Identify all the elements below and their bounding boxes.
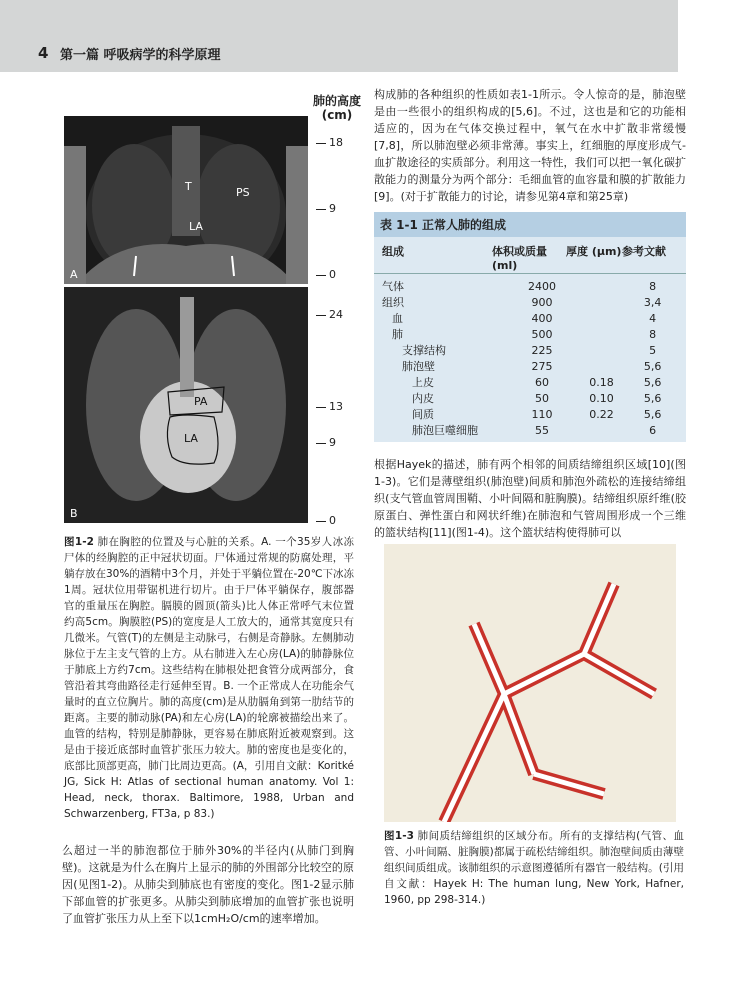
cell-name: 间质	[412, 408, 434, 421]
cell-thickness	[576, 310, 628, 326]
caption-text-1-3: 肺间质结缔组织的区域分布。所有的支撑结构(气管、血管、小叶间隔、脏胸膜)都属于疏松结缔组织。肺泡壁间质由薄壁组织间质组成。该肺组织的示意图遵循所有器官一般结构。(引用自文献：Hayek H: The human lung, New York, Hafner, 1960, pp 298-314.)	[384, 830, 684, 906]
running-title: 第一篇 呼吸病学的科学原理	[60, 48, 221, 63]
scale-tick: 24	[316, 308, 343, 321]
cell-reference: 4	[649, 311, 657, 325]
cell-thickness	[576, 358, 628, 374]
right-body-paragraph-1: 构成肺的各种组织的性质如表1-1所示。令人惊奇的是，肺泡壁是由一些很小的组织构成的[5,6]。不过，这也是和它的功能相适应的，因为在气体交换过程中，氧气在水中扩散非常缓慢[7,8]，所以肺泡壁必须非常薄。事实上，红细胞的厚度形成气-血扩散途径的实质部分。利用这一特性，我们可以把一氧化碳扩散能力的测量分为两个部分：毛细血管的血容量和膜的扩散能力[9]。(对于扩散能力的讨论，请参见第4章和第25章)	[374, 88, 686, 203]
cell-name: 肺	[392, 328, 403, 341]
table-row	[382, 342, 678, 358]
cell-thickness	[576, 326, 628, 342]
scale-title: 肺的高度 (cm)	[312, 94, 361, 122]
table-header	[374, 237, 686, 274]
cell-name: 上皮	[412, 376, 434, 389]
cell-name: 内皮	[412, 392, 434, 405]
scale-tick: 9	[316, 436, 336, 449]
header-tab	[678, 0, 750, 72]
cell-name: 肺泡壁	[402, 360, 435, 373]
panel-label-a: A	[70, 268, 78, 281]
cell-thickness	[576, 422, 628, 438]
cell-reference: 8	[649, 279, 657, 293]
col-header-thickness: 厚度 (μm)	[566, 245, 622, 258]
page-number: 4	[38, 44, 49, 62]
cell-thickness	[576, 294, 628, 310]
cell-reference: 5,6	[643, 391, 662, 405]
figure-1-2b-image	[64, 287, 308, 523]
cell-thickness: 0.22	[589, 407, 614, 421]
cell-reference: 6	[649, 423, 657, 437]
cell-volume: 500	[531, 327, 553, 341]
cell-name: 血	[392, 312, 403, 325]
cell-volume: 2400	[527, 279, 556, 293]
left-body-paragraph: 么超过一半的肺泡都位于肺外30%的半径内(从肺门到胸壁)。这就是为什么在胸片上显示的肺的外围部分比较空的原因(见图1-2)。从肺尖到肺底也有密度的变化。图1-2显示肺下部血管的扩张更多。从肺尖到肺底增加的血管扩张也说明了血管扩张压力从上至下以1cmH₂O/cm的速率增加。	[62, 844, 354, 925]
figure-1-2a-image	[64, 116, 308, 284]
table-row	[382, 406, 678, 422]
cell-name: 支撑结构	[402, 344, 446, 357]
col-header-volume: 体积或质量 (ml)	[492, 245, 547, 272]
cell-reference: 5,6	[643, 375, 662, 389]
cell-volume: 110	[531, 407, 553, 421]
scale-tick: 13	[316, 400, 343, 413]
table-1-1	[374, 212, 686, 442]
cell-reference: 5	[649, 343, 657, 357]
cell-name: 气体	[382, 280, 404, 293]
figure-1-3-caption	[384, 828, 684, 908]
label-trachea: T	[185, 180, 192, 193]
label-left-atrium-a: LA	[189, 220, 203, 233]
cell-name: 组织	[382, 296, 404, 309]
scale-tick: 0	[316, 268, 336, 281]
cell-name: 肺泡巨噬细胞	[412, 424, 478, 437]
caption-text: 肺在胸腔的位置及与心脏的关系。A. 一个35岁人冰冻尸体的经胸腔的正中冠状切面。尸体通过常规的防腐处理，平躺存放在30%的酒精中3个月，并处于平躺位置在-20℃下冰冻1周。冠状位用带锯机进行切片。由于尸体平躺保存，腹部器官的重量压在胸腔。膈膜的圆顶(箭头)比人体正常呼气末位置约高5cm。胸膜腔(PS)的宽度是人工放大的，通常其宽度只有几微米。气管(T)的左侧是主动脉弓，右侧是奇静脉。左侧肺动脉位于左主支气管的上方。从右肺进入左心房(LA)的肺静脉位于肺底上方约7cm。这些结构在肺根处把食管分成两部分，食管沿着其弯曲路径走行延伸至胃。B. 一个正常成人在功能余气量时的直立位胸片。肺的高度(cm)是从肋膈角到第一肋结节的距离。主要的肺动脉(PA)和左心房(LA)的轮廓被描绘出来了。血管的结构，特别是肺静脉，更容易在肺底附近被观察到。这是由于接近底部时血管扩张压力较大。肺的密度也是变化的，底部比顶部更高，肺门比周边更高。(A，引用自文献：Koritké JG, Sick H: Atlas of sectional human anatomy. Vol 1: Head, neck, thorax. Baltimore, 1988, Urban and Schwarzenberg, FT3a, p 83.)	[64, 536, 354, 820]
scale-tick: 0	[316, 514, 336, 527]
table-title: 表 1-1 正常人肺的组成	[374, 212, 686, 237]
caption-label-1-3: 图1-3	[384, 830, 414, 842]
cell-reference: 8	[649, 327, 657, 341]
cell-reference: 5,6	[643, 359, 662, 373]
chest-xray-drawing	[64, 287, 308, 523]
col-header-name: 组成	[382, 245, 404, 258]
cell-thickness: 0.10	[589, 391, 614, 405]
scale-tick: 9	[316, 202, 336, 215]
table-row	[382, 278, 678, 294]
cell-volume: 400	[531, 311, 553, 325]
interstitium-drawing	[384, 544, 676, 822]
table-row	[382, 294, 678, 310]
cell-volume: 60	[534, 375, 549, 389]
cell-volume: 900	[531, 295, 553, 309]
cell-volume: 275	[531, 359, 553, 373]
cell-thickness	[576, 342, 628, 358]
panel-label-b: B	[70, 507, 78, 520]
cell-thickness: 0.18	[589, 375, 614, 389]
label-left-atrium-b: LA	[184, 432, 198, 445]
figure-1-3-image	[384, 544, 676, 822]
label-pulmonary-artery: PA	[194, 395, 208, 408]
table-row	[382, 422, 678, 438]
col-header-reference: 参考文献	[622, 245, 666, 258]
table-row	[382, 358, 678, 374]
cell-reference: 5,6	[643, 407, 662, 421]
table-body	[382, 278, 678, 438]
cell-thickness	[576, 278, 628, 294]
table-row	[382, 390, 678, 406]
cell-volume: 225	[531, 343, 553, 357]
table-row	[382, 374, 678, 390]
scale-tick: 18	[316, 136, 343, 149]
caption-label: 图1-2	[64, 536, 94, 548]
cell-volume: 50	[534, 391, 549, 405]
table-row	[382, 326, 678, 342]
cell-reference: 3,4	[643, 295, 662, 309]
label-pleural-space: PS	[236, 186, 250, 199]
cell-volume: 55	[534, 423, 549, 437]
ct-slice-drawing	[64, 116, 308, 284]
figure-1-2-caption	[64, 534, 354, 822]
right-body-paragraph-2: 根据Hayek的描述，肺有两个相邻的间质结缔组织区域[10](图1-3)。它们是薄壁组织(肺泡壁)间质和肺泡外疏松的连接结缔组织(支气管血管周围鞘、小叶间隔和脏胸膜)。结缔组织原纤维(胶原蛋白、弹性蛋白和网状纤维)在肺泡和气管周围形成一个三维的篮状结构[11](图1-4)。这个篮状结构使得肺可以	[374, 458, 686, 539]
table-row	[382, 310, 678, 326]
